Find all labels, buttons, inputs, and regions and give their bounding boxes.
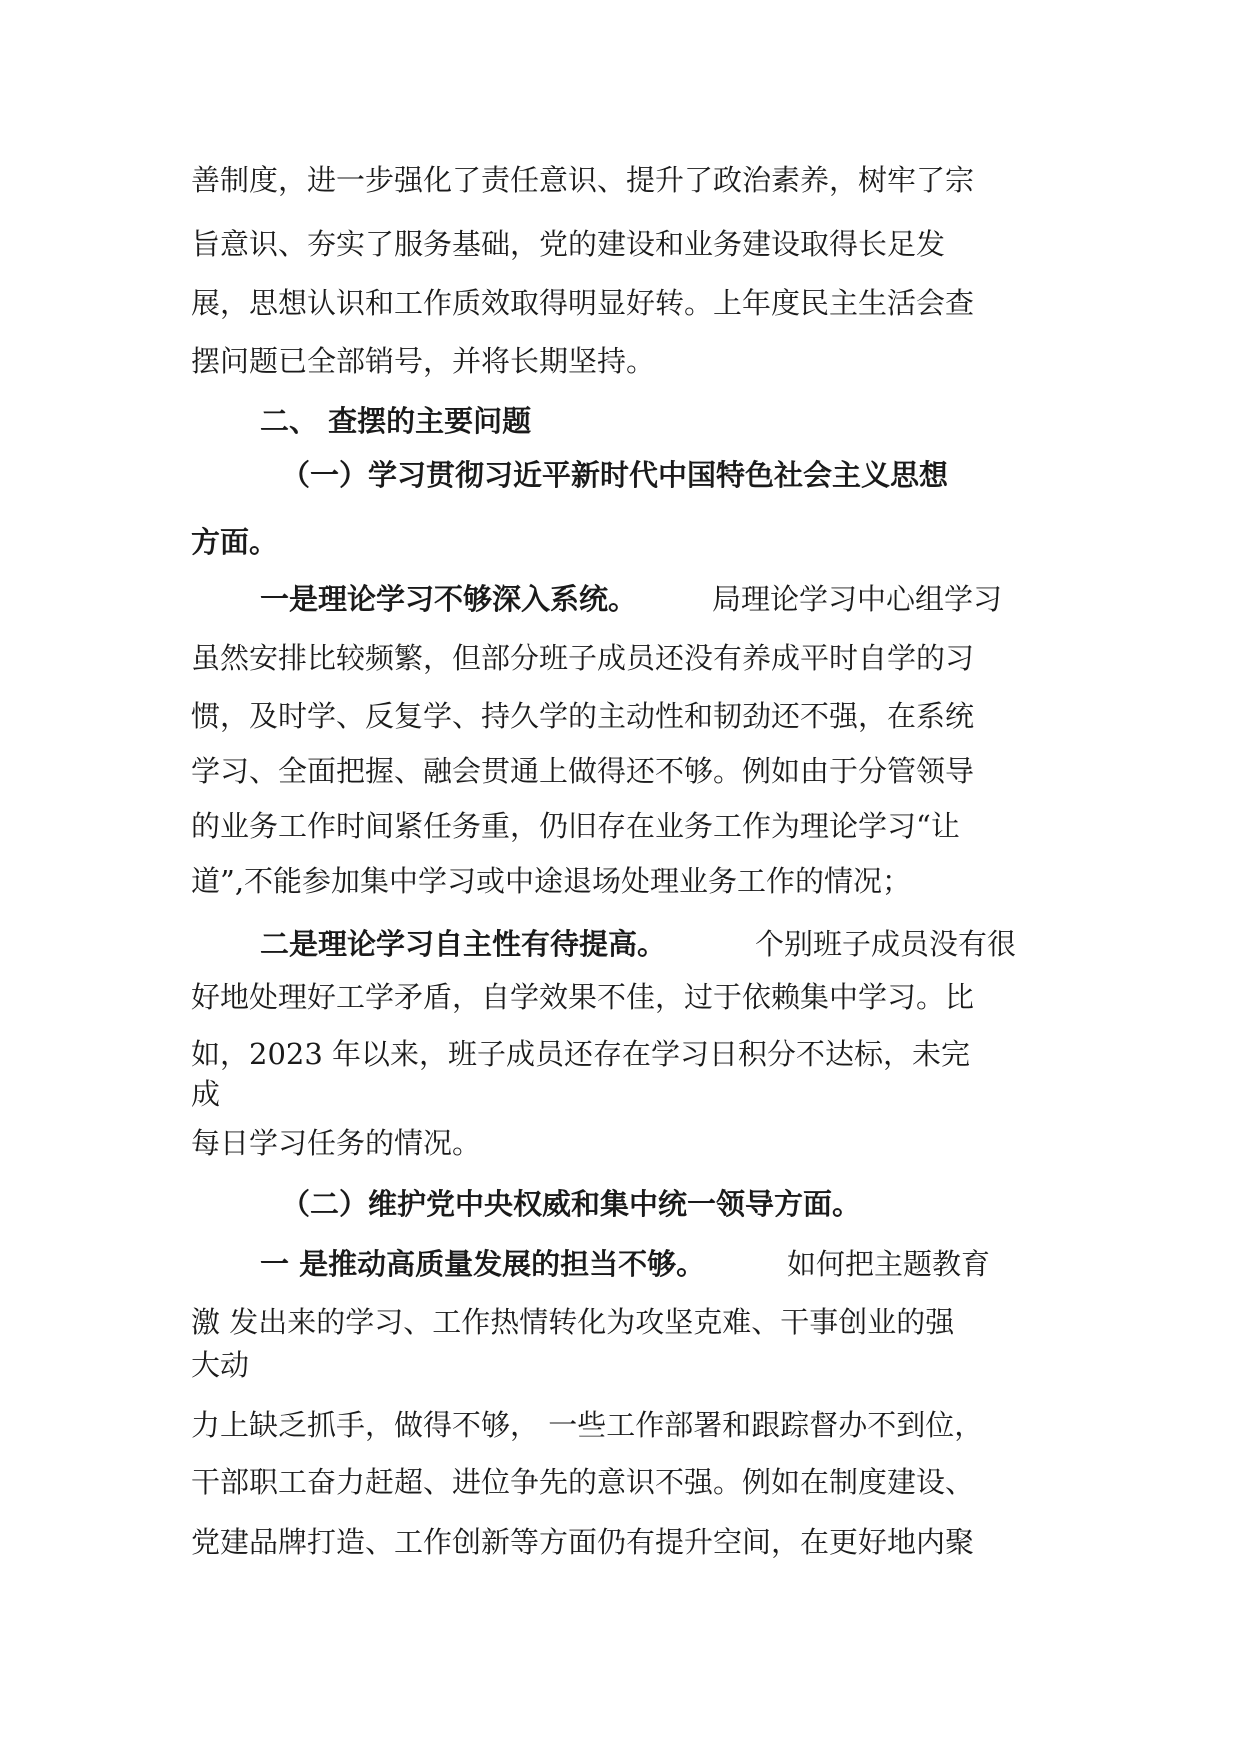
body-text-line: 激 发出来的学习、工作热情转化为攻坚克难、干事创业的强 [191, 1305, 955, 1339]
body-text-line: 惯，及时学、反复学、持久学的主动性和韧劲还不强，在系统 [191, 699, 975, 733]
point-title: 二是理论学习自主性有待提高。 [260, 927, 667, 961]
body-text-line: 好地处理好工学矛盾，自学效果不佳，过于依赖集中学习。比 [191, 980, 975, 1014]
body-text-line: 干部职工奋力赶超、进位争先的意识不强。例如在制度建设、 [191, 1465, 975, 1499]
body-text-line: 力上缺乏抓手，做得不够， 一些工作部署和跟踪督办不到位， [191, 1408, 984, 1442]
body-text-line: 的业务工作时间紧任务重，仍旧存在业务工作为理论学习“让 [191, 809, 960, 843]
body-text-line: 每日学习任务的情况。 [191, 1126, 482, 1160]
body-text-line: 党建品牌打造、工作创新等方面仍有提升空间，在更好地内聚 [191, 1525, 975, 1559]
body-text-line: 道”,不能参加集中学习或中途退场处理业务工作的情况； [191, 864, 912, 898]
body-text-line: 展，思想认识和工作质效取得明显好转。上年度民主生活会查 [191, 286, 975, 320]
subsection-heading: （一）学习贯彻习近平新时代中国特色社会主义思想 [281, 458, 949, 492]
body-text-line: 学习、全面把握、融会贯通上做得还不够。例如由于分管领导 [191, 754, 975, 788]
point-title: 一 是推动高质量发展的担当不够。 [260, 1247, 706, 1281]
body-text-line: 成 [191, 1077, 221, 1111]
body-text-line: 如，2023 年以来，班子成员还存在学习日积分不达标，未完 [191, 1037, 971, 1071]
section-heading: 二、 查摆的主要问题 [260, 404, 532, 438]
body-text-line: 大动 [191, 1348, 250, 1382]
body-text-line: 局理论学习中心组学习 [712, 582, 1003, 616]
body-text-line: 个别班子成员没有很 [755, 927, 1017, 961]
body-text-line: 善制度，进一步强化了责任意识、提升了政治素养，树牢了宗 [191, 163, 975, 197]
subsection-heading-continued: 方面。 [191, 525, 279, 559]
body-text-line: 摆问题已全部销号，并将长期坚持。 [191, 344, 656, 378]
subsection-heading: （二）维护党中央权威和集中统一领导方面。 [281, 1187, 862, 1221]
body-text-line: 旨意识、夯实了服务基础，党的建设和业务建设取得长足发 [191, 227, 946, 261]
body-text-line: 虽然安排比较频繁，但部分班子成员还没有养成平时自学的习 [191, 641, 975, 675]
point-title: 一是理论学习不够深入系统。 [260, 582, 638, 616]
body-text-line: 如何把主题教育 [787, 1247, 991, 1281]
